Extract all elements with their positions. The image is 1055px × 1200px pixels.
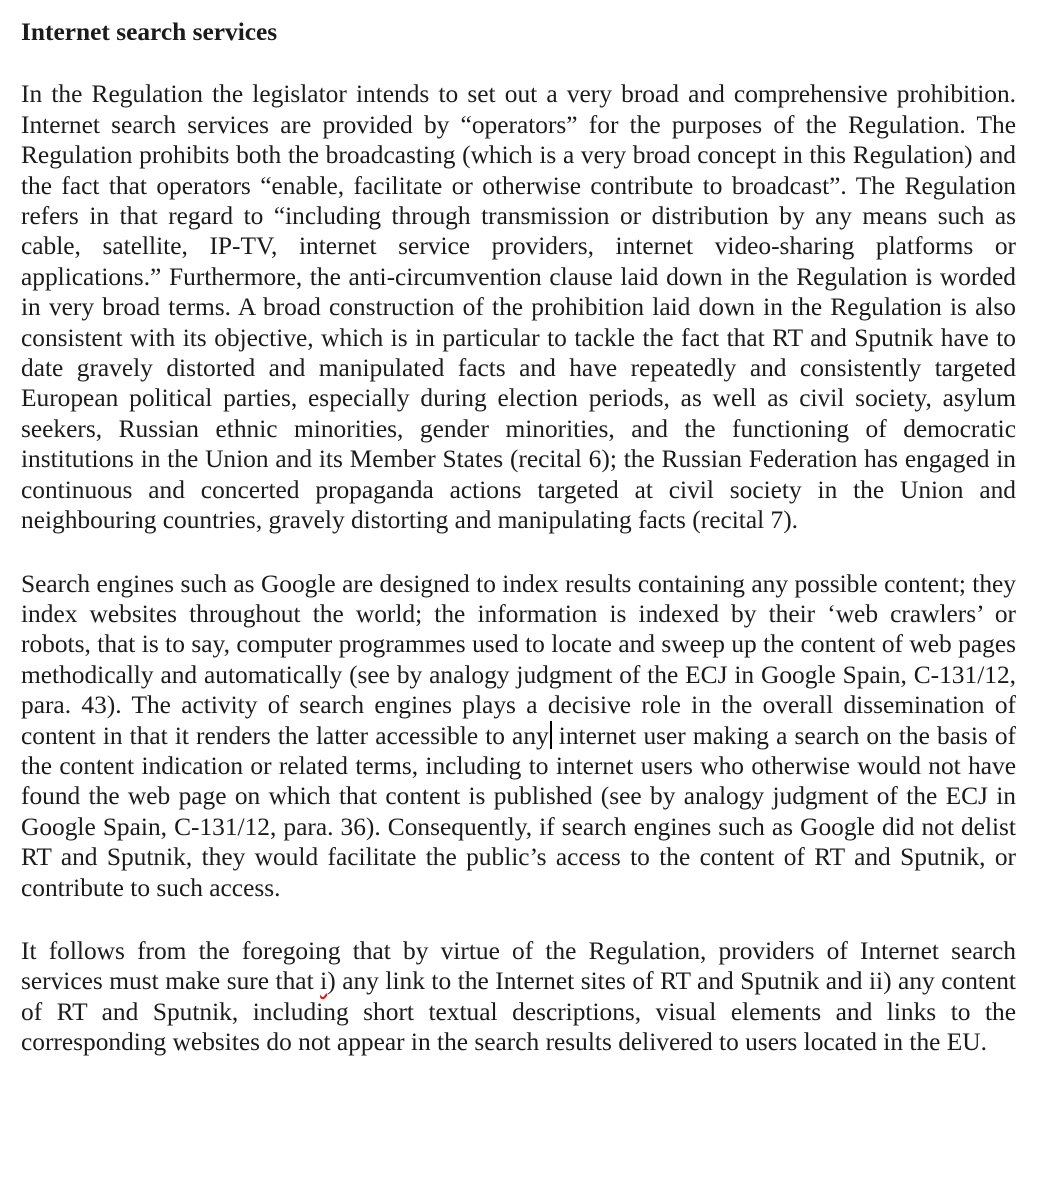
paragraph-1 bbox=[21, 79, 1016, 535]
paragraph-2-text-after-cursor: internet user making a search on the basis of the content indication or related terms, including to internet users who otherwise would not have found the web page on which that content is published (see by analogy judgment of the ECJ in Google Spain, C-131/12, para. 36). Consequently, if search engines such as Google did not delist RT and Sputnik, they would facilitate the public’s access to the content of RT and Sputnik, or contribute to such access. bbox=[21, 721, 1016, 902]
paragraph-3-text-before-misspelling: It follows from the foregoing that by virtue of the Regulation, providers of Internet search services must make sure that bbox=[21, 936, 1016, 996]
paragraph-2 bbox=[21, 569, 1016, 903]
paragraph-2-text-before-cursor: Search engines such as Google are designed to index results containing any possible content; they index websites throughout the world; the information is indexed by their ‘web crawlers’ or robots, that is to say, computer programmes used to locate and sweep up the content of web pages methodically and automatically (see by analogy judgment of the ECJ in Google Spain, C-131/12, para. 43). The activity of search engines plays a decisive role in the overall dissemination of content in that it renders the latter accessible to any bbox=[21, 569, 1016, 750]
misspelled-word: i bbox=[320, 967, 328, 996]
paragraph-1-text: In the Regulation the legislator intends to set out a very broad and comprehensive prohibition. Internet search services are provided by “operators” for the purposes of the Regulation. The Regulation prohibits both the broadcasting (which is a very broad concept in this Regulation) and the fact that operators “enable, facilitate or otherwise contribute to broadcast”. The Regulation refers in that regard to “including through transmission or distribution by any means such as cable, satellite, IP-TV, internet service providers, internet video-sharing platforms or applications.” Furthermore, the anti-circumvention clause laid down in the Regulation is worded in very broad terms. A broad construction of the prohibition laid down in the Regulation is also consistent with its objective, which is in particular to tackle the fact that RT and Sputnik have to date gravely distorted and manipulated facts and have repeatedly and consistently targeted European political parties, especially during election periods, as well as civil society, asylum seekers, Russian ethnic minorities, gender minorities, and the functioning of democratic institutions in the Union and its Member States (recital 6); the Russian Federation has engaged in continuous and concerted propaganda actions targeted at civil society in the Union and neighbouring countries, gravely distorting and manipulating facts (recital 7). bbox=[21, 80, 1016, 535]
paragraph-3-text-after-misspelling: ) any link to the Internet sites of RT and Sputnik and ii) any content of RT and Sputnik, including short textual descriptions, visual elements and links to the corresponding websites do not appear in the search results delivered to users located in the EU. bbox=[21, 967, 1016, 1057]
paragraph-3 bbox=[21, 936, 1016, 1058]
document-heading: Internet search services bbox=[21, 18, 278, 46]
